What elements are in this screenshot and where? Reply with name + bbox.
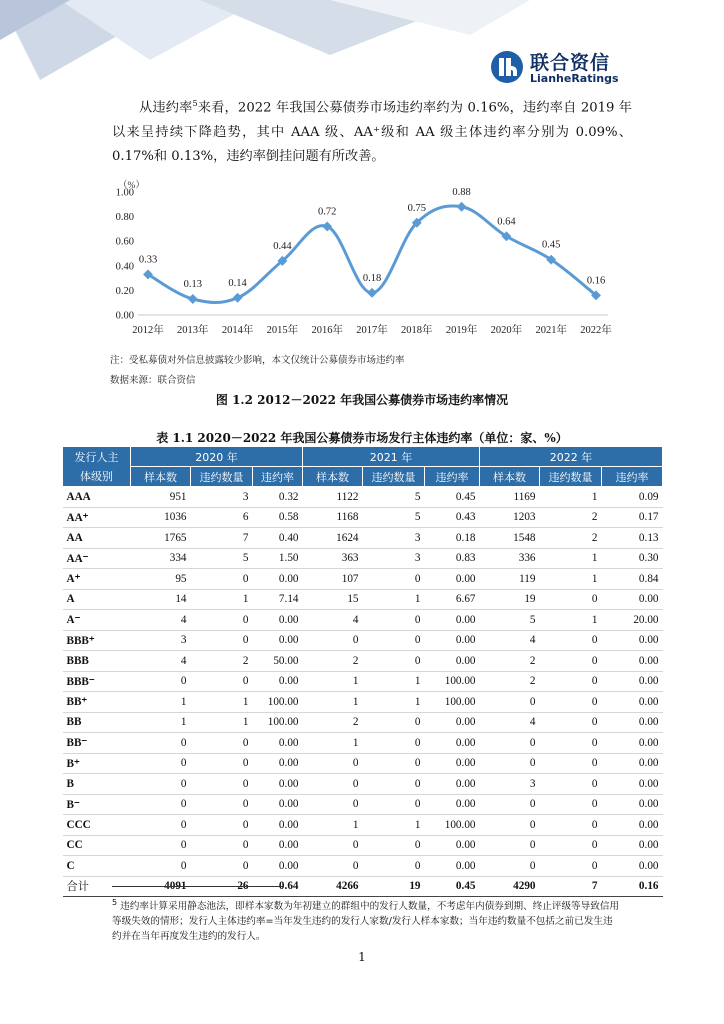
x-tick-label: 2016年 — [311, 325, 343, 336]
value-cell: 0 — [363, 630, 425, 651]
value-cell: 0 — [191, 753, 253, 774]
value-cell: 0 — [303, 630, 363, 651]
sub-header: 违约率 — [253, 467, 303, 487]
grade-cell: BBB⁻ — [63, 671, 131, 692]
y-tick-label: 0.20 — [115, 285, 134, 297]
value-cell: 0.83 — [425, 548, 480, 569]
value-cell: 100.00 — [425, 815, 480, 836]
x-tick-label: 2021年 — [535, 325, 567, 336]
value-cell: 0.00 — [253, 610, 303, 631]
value-cell: 0 — [363, 753, 425, 774]
value-cell: 0 — [540, 589, 602, 610]
grade-cell: AAA — [63, 487, 131, 508]
data-label: 0.44 — [273, 240, 292, 252]
grade-cell: CCC — [63, 815, 131, 836]
value-cell: 95 — [131, 569, 191, 590]
logo-text-en: LianheRatings — [530, 72, 619, 85]
y-tick-label: 0.60 — [115, 236, 134, 248]
data-label: 0.14 — [228, 277, 247, 289]
value-cell: 15 — [303, 589, 363, 610]
value-cell: 0.00 — [425, 569, 480, 590]
value-cell: 19 — [363, 876, 425, 897]
data-point — [457, 202, 467, 212]
footnote-marker: 5 — [112, 898, 118, 907]
table-row — [63, 753, 663, 774]
value-cell: 0.00 — [425, 774, 480, 795]
value-cell: 0 — [540, 753, 602, 774]
value-cell: 0 — [131, 815, 191, 836]
y-tick-label: 0.80 — [115, 212, 134, 224]
value-cell: 1 — [363, 692, 425, 713]
default-rate-table — [62, 446, 663, 897]
sub-header: 违约率 — [425, 467, 480, 487]
value-cell: 7 — [540, 876, 602, 897]
value-cell: 2 — [303, 651, 363, 672]
value-cell: 1 — [540, 569, 602, 590]
value-cell: 1624 — [303, 528, 363, 549]
grade-cell: A — [63, 589, 131, 610]
value-cell: 0.43 — [425, 507, 480, 528]
value-cell: 2 — [303, 712, 363, 733]
value-cell: 0 — [540, 651, 602, 672]
footnote — [112, 895, 622, 944]
value-cell: 2 — [191, 651, 253, 672]
value-cell: 100.00 — [253, 692, 303, 713]
value-cell: 0.30 — [602, 548, 663, 569]
value-cell: 0 — [480, 794, 540, 815]
footnote-ref: 5 — [192, 99, 198, 108]
value-cell: 7 — [191, 528, 253, 549]
x-tick-label: 2015年 — [266, 325, 299, 336]
value-cell: 14 — [131, 589, 191, 610]
value-cell: 107 — [303, 569, 363, 590]
value-cell: 5 — [480, 610, 540, 631]
value-cell: 1 — [303, 692, 363, 713]
value-cell: 1765 — [131, 528, 191, 549]
footnote-divider — [112, 886, 284, 887]
value-cell: 0.00 — [253, 835, 303, 856]
value-cell: 5 — [363, 487, 425, 508]
value-cell: 3 — [191, 487, 253, 508]
value-cell: 3 — [363, 548, 425, 569]
value-cell: 0.00 — [602, 794, 663, 815]
y-tick-label: 0.40 — [115, 261, 134, 273]
x-tick-label: 2014年 — [221, 325, 254, 336]
grade-cell: BB⁻ — [63, 733, 131, 754]
value-cell: 0.00 — [253, 671, 303, 692]
x-tick-label: 2013年 — [177, 325, 209, 336]
value-cell: 0.45 — [425, 876, 480, 897]
data-label: 0.18 — [362, 272, 382, 284]
paragraph-text: 来看，2022 年我国公募债券市场违约率约为 0.16%，违约率自 2019 年以来呈持续下降趋势，其中 AAA 级、AA⁺级和 AA 级主体违约率分别为 0.09%、0.17%和 0.13%，违约率倒挂问题有所改善。 — [112, 100, 632, 165]
table-row — [63, 835, 663, 856]
logo-icon — [490, 50, 524, 84]
data-label: 0.88 — [452, 186, 471, 198]
value-cell: 2 — [540, 507, 602, 528]
default-rate-line-chart — [104, 178, 614, 338]
value-cell: 0 — [540, 671, 602, 692]
value-cell: 7.14 — [253, 589, 303, 610]
value-cell: 100.00 — [425, 692, 480, 713]
value-cell: 4 — [131, 651, 191, 672]
grade-cell: AA — [63, 528, 131, 549]
value-cell: 0 — [363, 794, 425, 815]
data-point — [188, 294, 198, 304]
value-cell: 1 — [363, 815, 425, 836]
table-row — [63, 815, 663, 836]
data-label: 0.72 — [318, 206, 337, 218]
value-cell: 2 — [480, 671, 540, 692]
value-cell: 0 — [303, 774, 363, 795]
year-header: 2022 年 — [480, 447, 663, 467]
value-cell: 0.00 — [425, 610, 480, 631]
value-cell: 0 — [131, 835, 191, 856]
value-cell: 0.00 — [602, 692, 663, 713]
grade-cell: CC — [63, 835, 131, 856]
value-cell: 5 — [191, 548, 253, 569]
value-cell: 4 — [303, 610, 363, 631]
value-cell: 1 — [363, 589, 425, 610]
value-cell: 0.00 — [253, 569, 303, 590]
value-cell: 0.00 — [425, 794, 480, 815]
grade-cell: BB — [63, 712, 131, 733]
value-cell: 0.00 — [602, 774, 663, 795]
value-cell: 4266 — [303, 876, 363, 897]
table-row — [63, 507, 663, 528]
data-label: 0.45 — [542, 239, 561, 251]
value-cell: 0 — [540, 815, 602, 836]
value-cell: 100.00 — [253, 712, 303, 733]
grade-cell: BBB⁺ — [63, 630, 131, 651]
value-cell: 0 — [480, 835, 540, 856]
y-tick-label: 0.00 — [115, 310, 134, 322]
company-logo — [490, 48, 620, 88]
value-cell: 50.00 — [253, 651, 303, 672]
figure-caption: 图 1.2 2012－2022 年我国公募债券市场违约率情况 — [215, 393, 509, 407]
value-cell: 0.45 — [425, 487, 480, 508]
value-cell: 1036 — [131, 507, 191, 528]
value-cell: 0 — [303, 856, 363, 877]
value-cell: 0.00 — [425, 835, 480, 856]
value-cell: 26 — [191, 876, 253, 897]
value-cell: 4 — [131, 610, 191, 631]
value-cell: 0 — [540, 835, 602, 856]
value-cell: 0 — [363, 712, 425, 733]
value-cell: 1 — [303, 733, 363, 754]
footnote-text: 违约率计算采用静态池法，即样本家数为年初建立的群组中的发行人数量，不考虑年内债券到期、终止评级等导致信用等级失效的情形；发行人主体违约率=当年发生违约的发行人家数/发行人样本家数；当年违约数量不包括之前已发生违约并在当年再度发生违约的发行人。 — [112, 901, 620, 943]
value-cell: 0 — [363, 774, 425, 795]
value-cell: 1 — [540, 548, 602, 569]
value-cell: 0.00 — [253, 630, 303, 651]
x-tick-label: 2019年 — [445, 325, 478, 336]
value-cell: 0 — [131, 733, 191, 754]
y-tick-label: 1.00 — [115, 187, 134, 199]
value-cell: 0.18 — [425, 528, 480, 549]
grade-cell: AA⁻ — [63, 548, 131, 569]
table-row — [63, 589, 663, 610]
value-cell: 0 — [363, 651, 425, 672]
value-cell: 0.00 — [602, 753, 663, 774]
value-cell: 0 — [191, 671, 253, 692]
value-cell: 0 — [191, 774, 253, 795]
table-row — [63, 630, 663, 651]
value-cell: 0 — [191, 815, 253, 836]
value-cell: 1.50 — [253, 548, 303, 569]
value-cell: 0 — [191, 835, 253, 856]
sub-header: 样本数 — [131, 467, 191, 487]
value-cell: 0 — [363, 610, 425, 631]
value-cell: 0 — [363, 569, 425, 590]
value-cell: 0 — [131, 856, 191, 877]
value-cell: 1 — [191, 712, 253, 733]
value-cell: 0 — [480, 815, 540, 836]
value-cell: 0 — [480, 733, 540, 754]
value-cell: 0 — [540, 733, 602, 754]
value-cell: 4 — [480, 630, 540, 651]
value-cell: 336 — [480, 548, 540, 569]
data-label: 0.16 — [586, 275, 606, 287]
value-cell: 0.00 — [425, 856, 480, 877]
value-cell: 0 — [363, 856, 425, 877]
sub-header: 违约数量 — [363, 467, 425, 487]
year-header: 2020 年 — [131, 447, 303, 467]
value-cell: 0.09 — [602, 487, 663, 508]
sub-header: 样本数 — [303, 467, 363, 487]
grade-cell: BB⁺ — [63, 692, 131, 713]
table-row — [63, 548, 663, 569]
value-cell: 3 — [480, 774, 540, 795]
value-cell: 0.00 — [425, 712, 480, 733]
value-cell: 334 — [131, 548, 191, 569]
value-cell: 0.16 — [602, 876, 663, 897]
grade-cell: A⁺ — [63, 569, 131, 590]
value-cell: 0 — [480, 856, 540, 877]
value-cell: 6.67 — [425, 589, 480, 610]
value-cell: 0.58 — [253, 507, 303, 528]
grade-cell: BBB — [63, 651, 131, 672]
sub-header: 违约数量 — [191, 467, 253, 487]
value-cell: 0.00 — [602, 630, 663, 651]
logo-text-cn: 联合资信 — [530, 52, 611, 74]
grade-cell: B⁻ — [63, 794, 131, 815]
value-cell: 0 — [131, 794, 191, 815]
value-cell: 4290 — [480, 876, 540, 897]
value-cell: 4 — [480, 712, 540, 733]
value-cell: 1548 — [480, 528, 540, 549]
x-tick-label: 2018年 — [401, 325, 433, 336]
value-cell: 0 — [363, 733, 425, 754]
value-cell: 0 — [191, 610, 253, 631]
data-source: 数据来源：联合资信 — [110, 375, 196, 386]
value-cell: 0.00 — [602, 712, 663, 733]
value-cell: 0.00 — [602, 671, 663, 692]
value-cell: 1 — [131, 712, 191, 733]
value-cell: 1 — [303, 671, 363, 692]
value-cell: 1 — [540, 487, 602, 508]
value-cell: 0.00 — [253, 753, 303, 774]
value-cell: 1 — [131, 692, 191, 713]
value-cell: 2 — [480, 651, 540, 672]
grade-cell: B — [63, 774, 131, 795]
value-cell: 0.00 — [602, 733, 663, 754]
value-cell: 0.40 — [253, 528, 303, 549]
value-cell: 20.00 — [602, 610, 663, 631]
value-cell: 1169 — [480, 487, 540, 508]
x-tick-label: 2017年 — [356, 325, 388, 336]
data-label: 0.75 — [407, 202, 426, 214]
y-axis-unit-label: （%） — [118, 181, 145, 191]
value-cell: 0.00 — [253, 733, 303, 754]
table-row — [63, 651, 663, 672]
value-cell: 1203 — [480, 507, 540, 528]
table-row — [63, 774, 663, 795]
paragraph-text: 从违约率 — [139, 100, 193, 116]
grade-cell: AA⁺ — [63, 507, 131, 528]
table-row — [63, 712, 663, 733]
value-cell: 0.00 — [425, 733, 480, 754]
value-cell: 0 — [191, 630, 253, 651]
value-cell: 0.00 — [253, 794, 303, 815]
value-cell: 0 — [540, 692, 602, 713]
value-cell: 5 — [363, 507, 425, 528]
value-cell: 0.00 — [253, 856, 303, 877]
value-cell: 363 — [303, 548, 363, 569]
table-row — [63, 487, 663, 508]
value-cell: 0.00 — [602, 815, 663, 836]
value-cell: 0 — [131, 753, 191, 774]
value-cell: 0.13 — [602, 528, 663, 549]
value-cell: 2 — [540, 528, 602, 549]
table-row — [63, 569, 663, 590]
value-cell: 0 — [540, 630, 602, 651]
data-label: 0.64 — [497, 216, 516, 228]
value-cell: 0.64 — [253, 876, 303, 897]
value-cell: 0 — [540, 712, 602, 733]
x-tick-label: 2022年 — [580, 325, 612, 336]
value-cell: 0 — [480, 692, 540, 713]
value-cell: 0.00 — [602, 835, 663, 856]
value-cell: 0 — [303, 835, 363, 856]
value-cell: 1 — [303, 815, 363, 836]
value-cell: 100.00 — [425, 671, 480, 692]
table-row — [63, 528, 663, 549]
value-cell: 0.00 — [253, 815, 303, 836]
value-cell: 0.84 — [602, 569, 663, 590]
grade-cell: C — [63, 856, 131, 877]
value-cell: 0 — [303, 794, 363, 815]
value-cell: 951 — [131, 487, 191, 508]
value-cell: 0 — [540, 856, 602, 877]
value-cell: 3 — [363, 528, 425, 549]
table-row — [63, 610, 663, 631]
value-cell: 0 — [540, 794, 602, 815]
value-cell: 0 — [191, 794, 253, 815]
table-row — [63, 671, 663, 692]
data-label: 0.33 — [138, 254, 158, 266]
value-cell: 0 — [480, 753, 540, 774]
value-cell: 6 — [191, 507, 253, 528]
data-label: 0.13 — [183, 279, 202, 291]
value-cell: 0.00 — [425, 753, 480, 774]
sub-header: 违约数量 — [540, 467, 602, 487]
table-row — [63, 692, 663, 713]
value-cell: 0.32 — [253, 487, 303, 508]
data-point — [233, 293, 243, 303]
table-row — [63, 856, 663, 877]
value-cell: 3 — [131, 630, 191, 651]
value-cell: 19 — [480, 589, 540, 610]
sub-header: 违约率 — [602, 467, 663, 487]
value-cell: 1 — [191, 589, 253, 610]
page-number: 1 — [358, 950, 366, 964]
grade-cell: 合计 — [63, 876, 131, 897]
value-cell: 0.00 — [602, 651, 663, 672]
value-cell: 0 — [131, 774, 191, 795]
x-tick-label: 2012年 — [132, 325, 164, 336]
grade-cell: A⁻ — [63, 610, 131, 631]
year-header: 2021 年 — [303, 447, 480, 467]
value-cell: 0.00 — [602, 856, 663, 877]
value-cell: 0.00 — [425, 651, 480, 672]
sub-header: 样本数 — [480, 467, 540, 487]
value-cell: 4091 — [131, 876, 191, 897]
value-cell: 1 — [540, 610, 602, 631]
table-row — [63, 794, 663, 815]
table-caption: 表 1.1 2020－2022 年我国公募债券市场发行主体违约率（单位：家、%） — [156, 431, 568, 445]
body-paragraph — [112, 92, 632, 170]
row-header-cell: 发行人主 体级别 — [63, 447, 131, 487]
value-cell: 0.17 — [602, 507, 663, 528]
value-cell: 0 — [191, 856, 253, 877]
value-cell: 0 — [540, 774, 602, 795]
value-cell: 0 — [191, 569, 253, 590]
value-cell: 0.00 — [602, 589, 663, 610]
value-cell: 0 — [303, 753, 363, 774]
table-row — [63, 733, 663, 754]
value-cell: 0 — [191, 733, 253, 754]
value-cell: 0.00 — [425, 630, 480, 651]
grade-cell: B⁺ — [63, 753, 131, 774]
value-cell: 0 — [131, 671, 191, 692]
data-point — [367, 288, 377, 298]
value-cell: 119 — [480, 569, 540, 590]
value-cell: 1 — [363, 671, 425, 692]
value-cell: 0 — [363, 835, 425, 856]
value-cell: 0.00 — [253, 774, 303, 795]
value-cell: 1168 — [303, 507, 363, 528]
value-cell: 1 — [191, 692, 253, 713]
chart-note: 注：受私募债对外信息披露较少影响，本文仅统计公募债券市场违约率 — [110, 355, 405, 366]
value-cell: 1122 — [303, 487, 363, 508]
x-tick-label: 2020年 — [490, 325, 523, 336]
